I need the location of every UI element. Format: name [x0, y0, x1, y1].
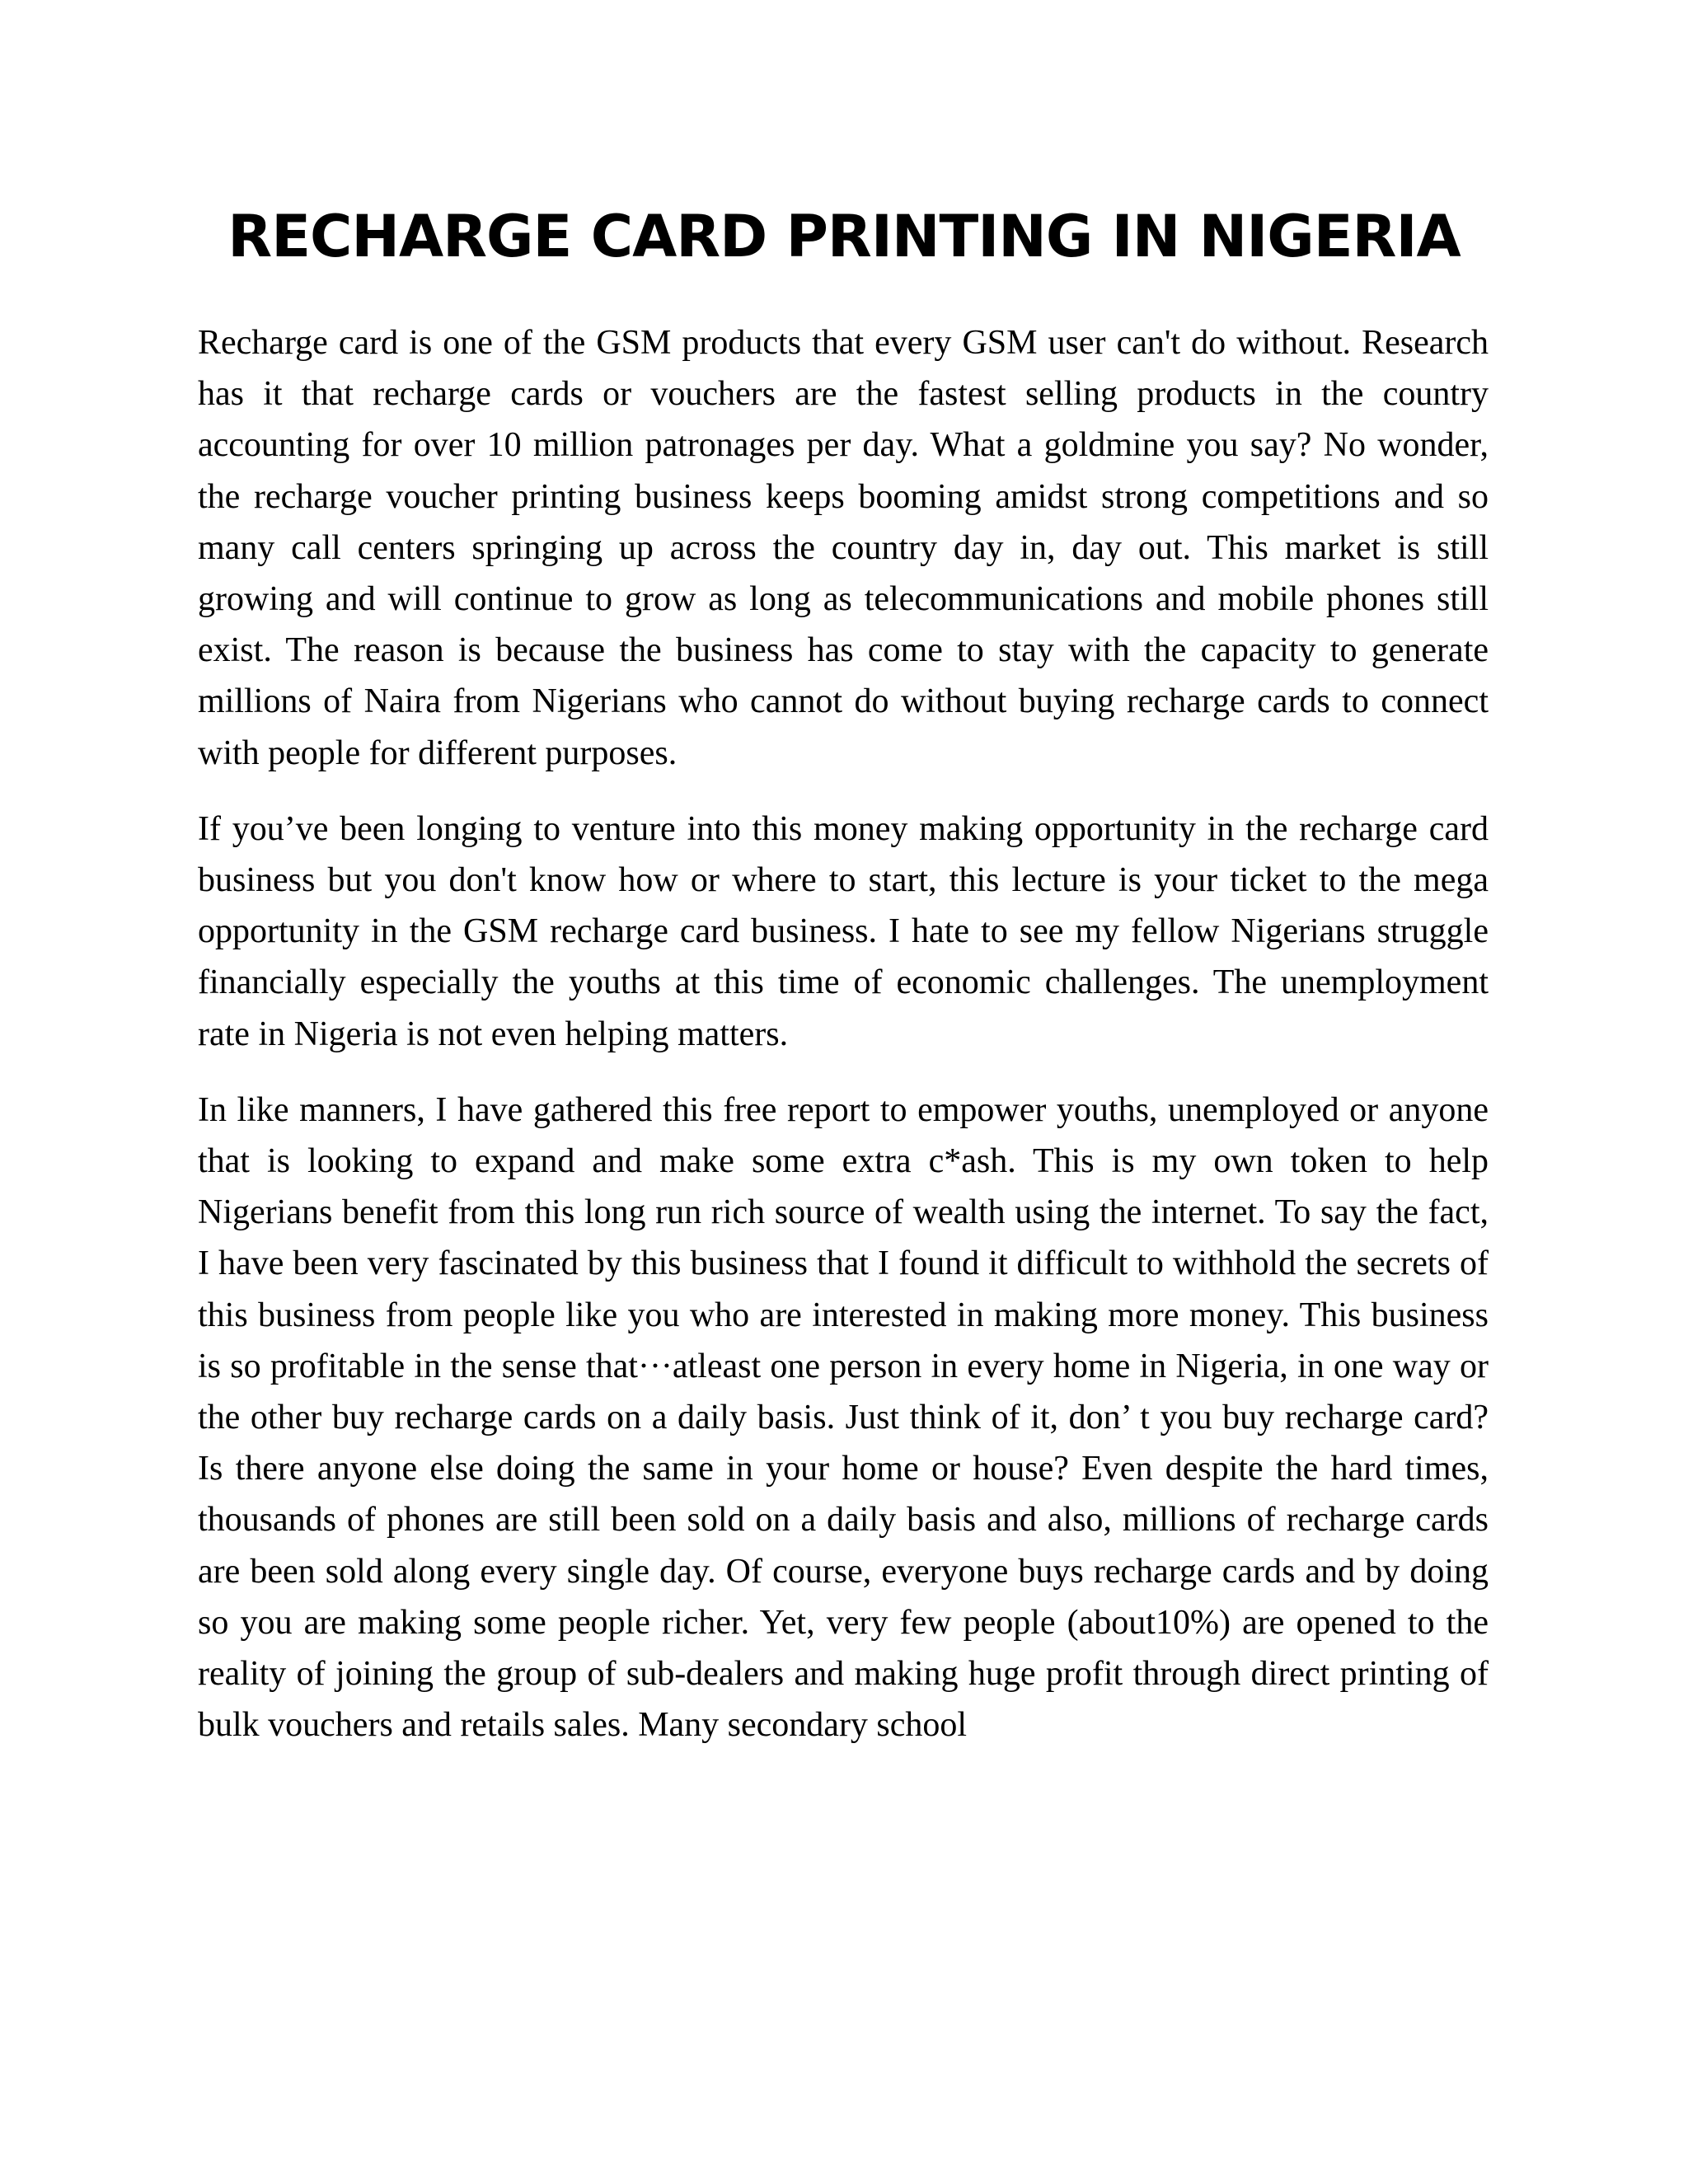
paragraph-opportunity: If you’ve been longing to venture into this money making opportunity in the recharge card business but you don't know how or where to start, this lecture is your ticket to the mega opportunity in the GSM recharge card business. I hate to see my fellow Nigerians struggle financially especially the youths at this time of economic challenges. The unemployment rate in Nigeria is not even helping matters. — [198, 809, 1489, 1053]
paragraph-free-report: In like manners, I have gathered this free report to empower youths, unemployed or anyone that is looking to expand and make some extra c*ash. This is my own token to help Nigerians benefit from this long run rich source of wealth using the internet. To say the fact, I have been very fascinated by this business that I found it difficult to withhold the secrets of this business from people like you who are interested in making more money. This business is so profitable in the sense that···atleast one person in every home in Nigeria, in one way or the other buy recharge cards on a daily basis. Just think of it, don’ t you buy recharge card? Is there anyone else doing the same in your home or house? Even despite the hard times, thousands of phones are still been sold on a daily basis and also, millions of recharge cards are been sold along every single day. Of course, everyone buys recharge cards and by doing so you are making some people richer. Yet, very few people (about10%) are opened to the reality of joining the group of sub-dealers and making huge profit through direct printing of bulk vouchers and retails sales. Many secondary school — [198, 1090, 1489, 1745]
document-body — [198, 317, 1489, 1775]
document-title: RECHARGE CARD PRINTING IN NIGERIA — [227, 203, 1461, 270]
paragraph-intro: Recharge card is one of the GSM products that every GSM user can't do without. Research has it that recharge cards or vouchers are the fastest selling products in the country accounting for over 10 million patronages per day. What a goldmine you say? No wonder, the recharge voucher printing business keeps booming amidst strong competitions and so many call centers springing up across the country day in, day out. This market is still growing and will continue to grow as long as telecommunications and mobile phones still exist. The reason is because the business has come to stay with the capacity to generate millions of Naira from Nigerians who cannot do without buying recharge cards to connect with people for different purposes. — [198, 324, 1489, 772]
